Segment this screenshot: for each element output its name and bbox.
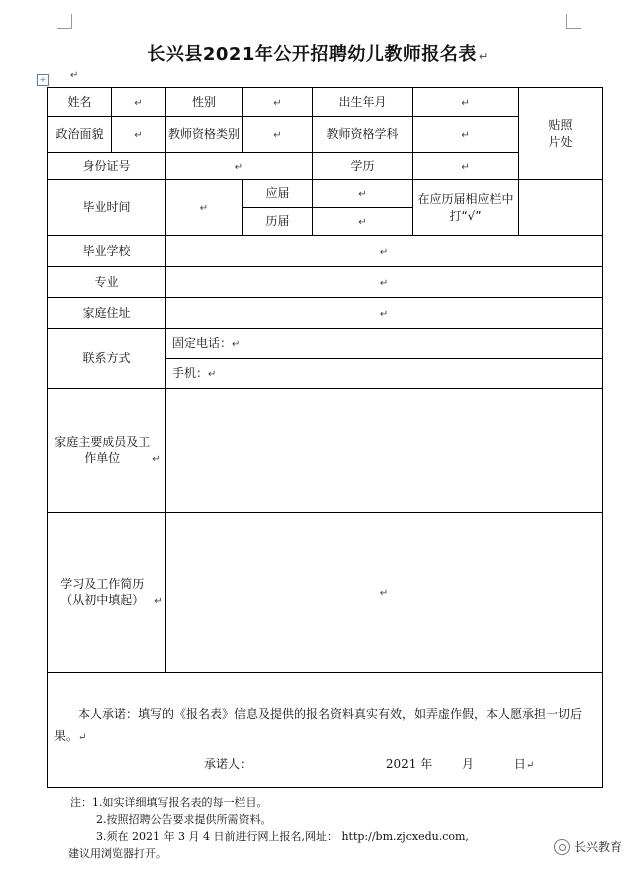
mobile-field[interactable]: 手机：↵	[166, 359, 603, 389]
wechat-logo-icon	[554, 839, 570, 855]
name-label: 姓名	[48, 88, 112, 117]
pledge-signature-line: 承诺人： 2021 年 月 日↵	[204, 757, 535, 771]
birth-field[interactable]: ↵	[413, 88, 519, 117]
tick-hint: 在应历届相应栏中打“√”	[413, 180, 519, 236]
politics-field[interactable]: ↵	[112, 117, 166, 153]
registration-table	[47, 87, 603, 788]
gender-label: 性别	[166, 88, 243, 117]
form-title	[0, 40, 636, 66]
major-label: 专业	[48, 267, 166, 298]
note-line: 3.须在 2021 年 3 月 4 日前进行网上报名,网址： http://bm.zjcxedu.com,	[96, 830, 469, 843]
address-field[interactable]: ↵	[166, 298, 603, 329]
school-label: 毕业学校	[48, 236, 166, 267]
name-field[interactable]: ↵	[112, 88, 166, 117]
past-grad-field[interactable]: ↵	[313, 208, 413, 236]
pledge-cell	[48, 673, 603, 788]
notes	[70, 794, 469, 862]
current-grad-field[interactable]: ↵	[313, 180, 413, 208]
form-title-text: 长兴县2021年公开招聘幼儿教师报名表	[147, 44, 477, 65]
day-label: 日	[513, 757, 526, 771]
landline-label: 固定电话：	[172, 336, 233, 351]
pledge-text: 本人承诺：填写的《报名表》信息及提供的报名资料真实有效，如弄虚作假，本人愿承担一切后果。↵	[54, 707, 583, 743]
contact-label: 联系方式	[48, 329, 166, 389]
resume-label: 学习及工作简历（从初中填起） ↵	[48, 513, 166, 673]
crop-mark-top-right	[566, 14, 581, 29]
birth-label: 出生年月	[313, 88, 413, 117]
year-label: 2021 年	[385, 757, 433, 771]
month-label: 月	[462, 757, 475, 771]
watermark	[554, 838, 622, 855]
landline-field[interactable]: 固定电话：↵	[166, 329, 603, 359]
crop-mark-top-left	[57, 14, 72, 29]
id-label: 身份证号	[48, 153, 166, 180]
note-line: 建议用浏览器打开。	[68, 847, 167, 860]
photo-extension	[519, 180, 603, 236]
watermark-text: 长兴教育	[573, 840, 622, 854]
note-line: 注：1.如实详细填写报名表的每一栏目。	[70, 796, 268, 809]
cert-type-label: 教师资格类别	[166, 117, 243, 153]
family-field[interactable]	[166, 389, 603, 513]
grad-time-field[interactable]: ↵	[166, 180, 243, 236]
return-mark: ↵	[70, 70, 79, 81]
family-label: 家庭主要成员及工作单位 ↵	[48, 389, 166, 513]
resume-field[interactable]: ↵	[166, 513, 603, 673]
past-grad-label: 历届	[243, 208, 313, 236]
major-field[interactable]: ↵	[166, 267, 603, 298]
return-mark: ↵	[478, 50, 489, 63]
school-field[interactable]: ↵	[166, 236, 603, 267]
edu-field[interactable]: ↵	[413, 153, 519, 180]
id-field[interactable]: ↵	[166, 153, 313, 180]
cert-type-field[interactable]: ↵	[243, 117, 313, 153]
edu-label: 学历	[313, 153, 413, 180]
mobile-label: 手机：	[172, 366, 209, 381]
signer-label: 承诺人：	[204, 757, 253, 771]
current-grad-label: 应届	[243, 180, 313, 208]
note-line: 2.按照招聘公告要求提供所需资料。	[96, 813, 272, 826]
politics-label: 政治面貌	[48, 117, 112, 153]
gender-field[interactable]: ↵	[243, 88, 313, 117]
cert-subject-field[interactable]: ↵	[413, 117, 519, 153]
photo-cell[interactable]	[519, 88, 603, 180]
table-move-handle-icon[interactable]: +	[37, 74, 49, 86]
cert-subject-label: 教师资格学科	[313, 117, 413, 153]
grad-time-label: 毕业时间	[48, 180, 166, 236]
address-label: 家庭住址	[48, 298, 166, 329]
photo-label: 贴照片处	[548, 118, 573, 149]
